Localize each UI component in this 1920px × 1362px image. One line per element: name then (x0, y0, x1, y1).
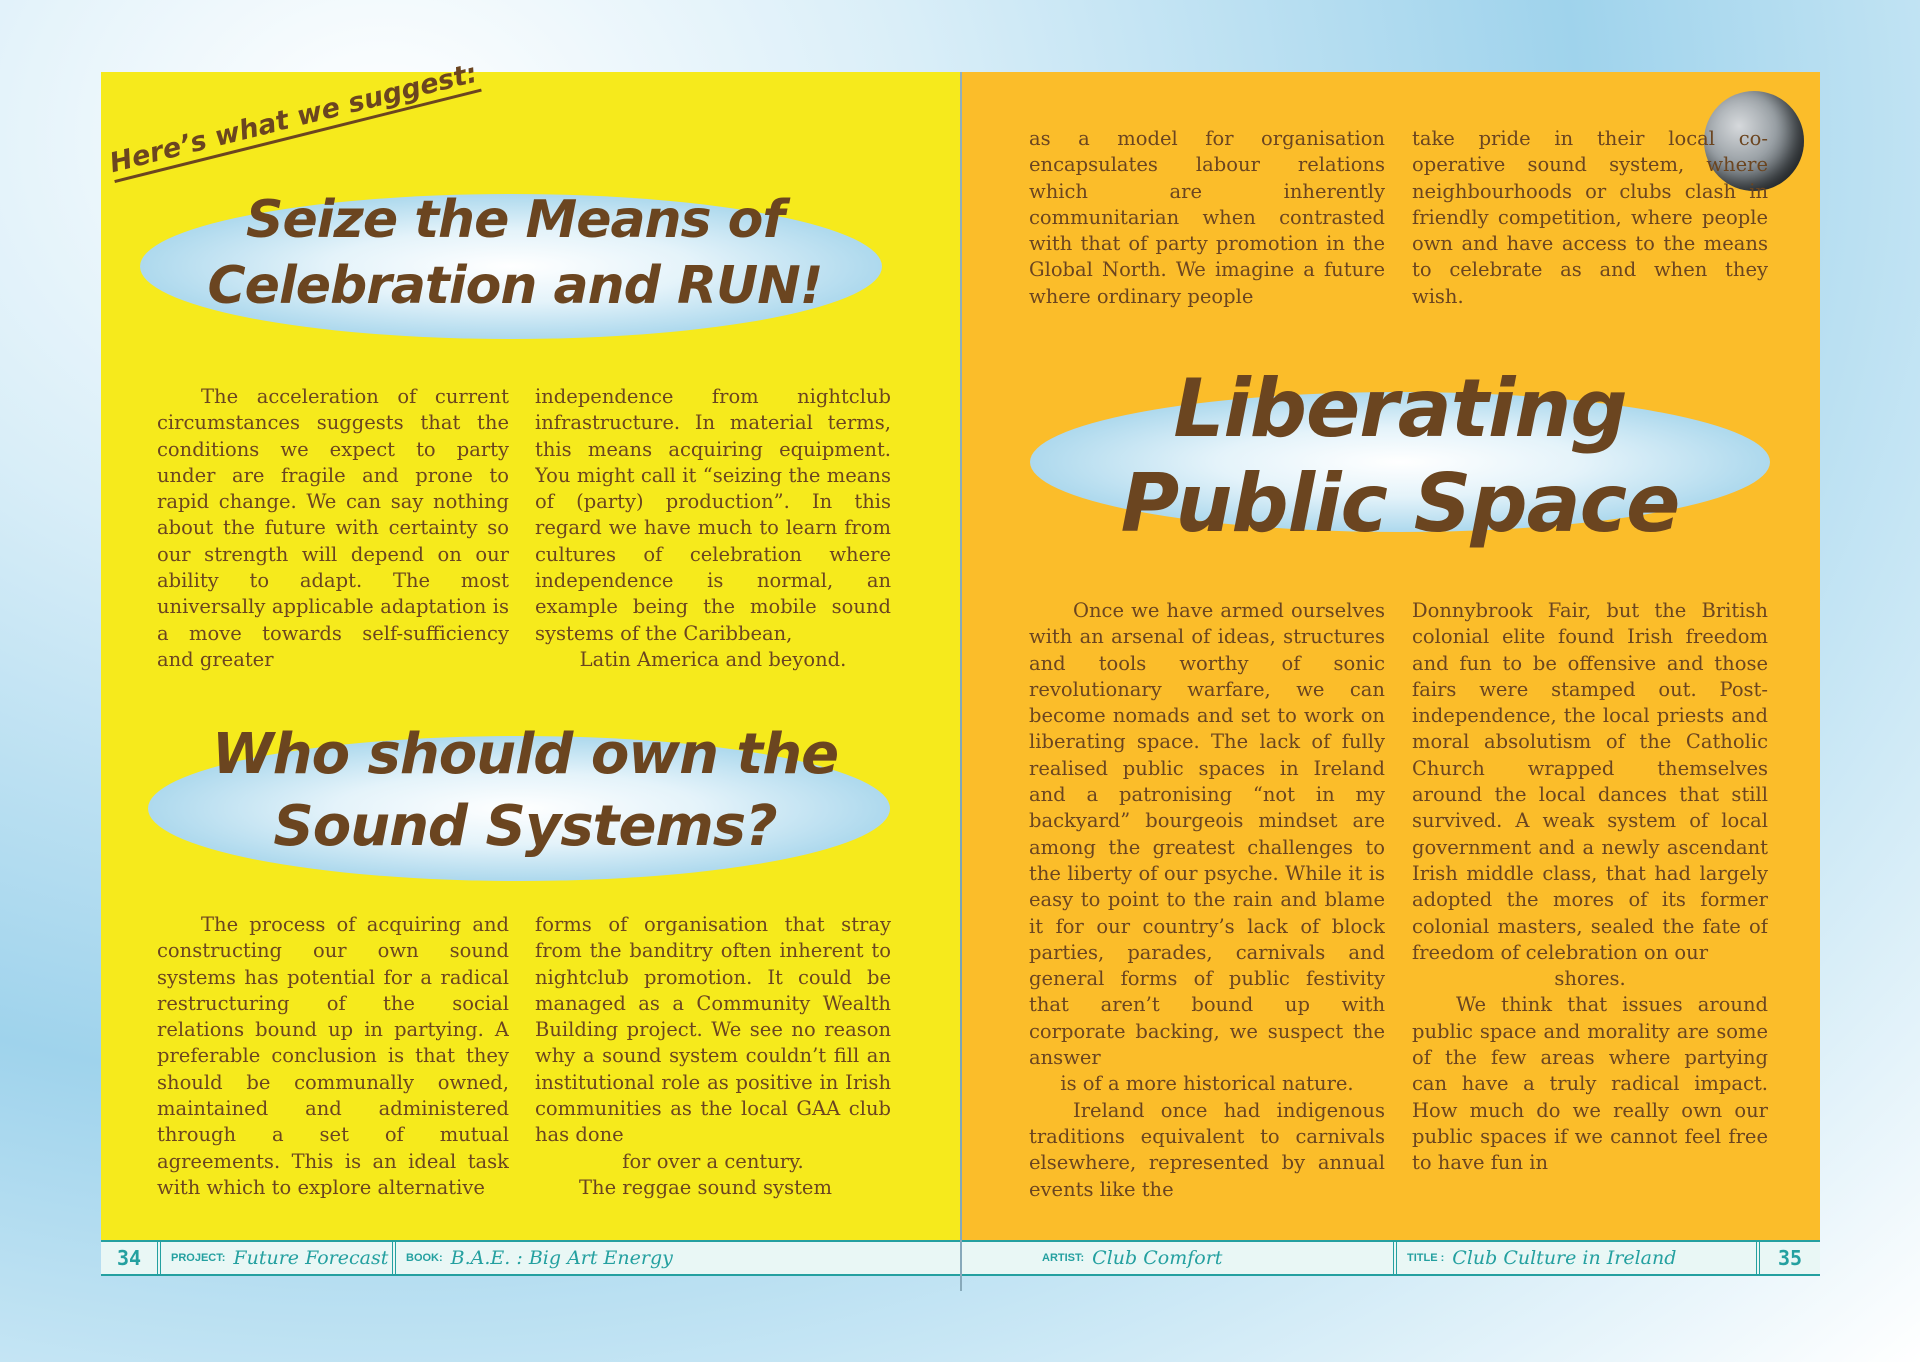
page-gutter (960, 72, 962, 1291)
heading-liberating-line1: Liberating (1173, 362, 1627, 455)
section2-column2: forms of organisation that stray from the banditry often inherent to nightclub promotion. It could be managed as a Community Wealth Building project. We see no reason why a sound system couldn’t fill an institutional role as positive in Irish communities as the local GAA club has done for over a century. The reggae sound system (535, 913, 891, 1199)
heading-liberating (1020, 362, 1780, 552)
footer-page-number-right: 35 (1777, 1246, 1803, 1270)
right-top-column2: take pride in their local co-operative sound system, where neighbourhoods or clubs clash in friendly competition, where people own and have access to the means to celebrate as and when they wish. (1412, 127, 1768, 308)
right-top-column1: as a model for organisation encapsulates labour relations which are inherently communitarian when contrasted with that of party promotion in the Global North. We imagine a future where ordinary people (1029, 127, 1385, 308)
kicker-text: Here’s what we suggest: (107, 58, 482, 183)
section2-column1: The process of acquiring and constructing our own sound systems has potential for a radical restructuring of the social relations bound up in partying. A preferable conclusion is that they should be communally owned, maintained and administered through a set of mutual agreements. This is an ideal task with which to explore alternative (157, 913, 509, 1199)
heading-liberating-line2: Public Space (1120, 457, 1680, 550)
heading-seize-line1: Seize the Means of (246, 190, 784, 250)
footer-left (101, 1240, 960, 1276)
footer-artist: ARTIST: Club Comfort (962, 1242, 1397, 1274)
footer-book: BOOK: B.A.E. : Big Art Energy (406, 1247, 673, 1269)
heading-seize-line2: Celebration and RUN! (207, 256, 823, 316)
right-column2: Donnybrook Fair, but the British colonial elite found Irish freedom and fun to be offensive and those fairs were stamped out. Post-independence, the local priests and moral absolutism of the Catholic Church wrapped themselves around the local dances that still survived. A weak system of local government and a newly ascendant Irish middle class, that had largely adopted the mores of its former colonial masters, sealed the fate of freedom of celebration on our shores. We think that issues around public space and morality are some of the few areas where partying can have a truly radical impact. How much do we really own our public spaces if we cannot feel free to have fun in (1412, 599, 1768, 1175)
heading-sound-line1: Who should own the (211, 722, 839, 787)
footer-project: PROJECT: Future Forecast (161, 1242, 396, 1274)
footer-page-number-left: 34 (101, 1242, 161, 1274)
footer-right (962, 1240, 1820, 1276)
heading-sound-line2: Sound Systems? (273, 794, 777, 859)
heading-sound-systems (140, 718, 910, 893)
heading-seize (130, 182, 900, 347)
section1-column1: The acceleration of current circumstances suggests that the conditions we expect to party under are fragile and prone to rapid change. We can say nothing about the future with certainty so our strength will depend on our ability to adapt. The most universally applicable adaptation is a move towards self-sufficiency and greater (157, 385, 509, 671)
footer-title: TITLE : Club Culture in Ireland (1397, 1242, 1760, 1274)
section1-column2: independence from nightclub infrastructure. In material terms, this means acquiring equipment. You might call it “seizing the means of (party) production”. In this regard we have much to learn from cultures of celebration where independence is normal, an example being the mobile sound systems of the Caribbean, Latin America and beyond. (535, 385, 891, 671)
right-column1: Once we have armed ourselves with an arsenal of ideas, structures and tools worthy of sonic revolutionary warfare, we can become nomads and set to work on liberating space. The lack of fully realised public spaces in Ireland and a patronising “not in my backyard” bourgeois mindset are among the greatest challenges to the liberty of our psyche. While it is easy to point to the rain and blame it for our country’s lack of block parties, parades, carnivals and general forms of public festivity that aren’t bound up with corporate backing, we suspect the answer is of a more historical nature. Ireland once had indigenous traditions equivalent to carnivals elsewhere, represented by annual events like the (1029, 599, 1385, 1201)
